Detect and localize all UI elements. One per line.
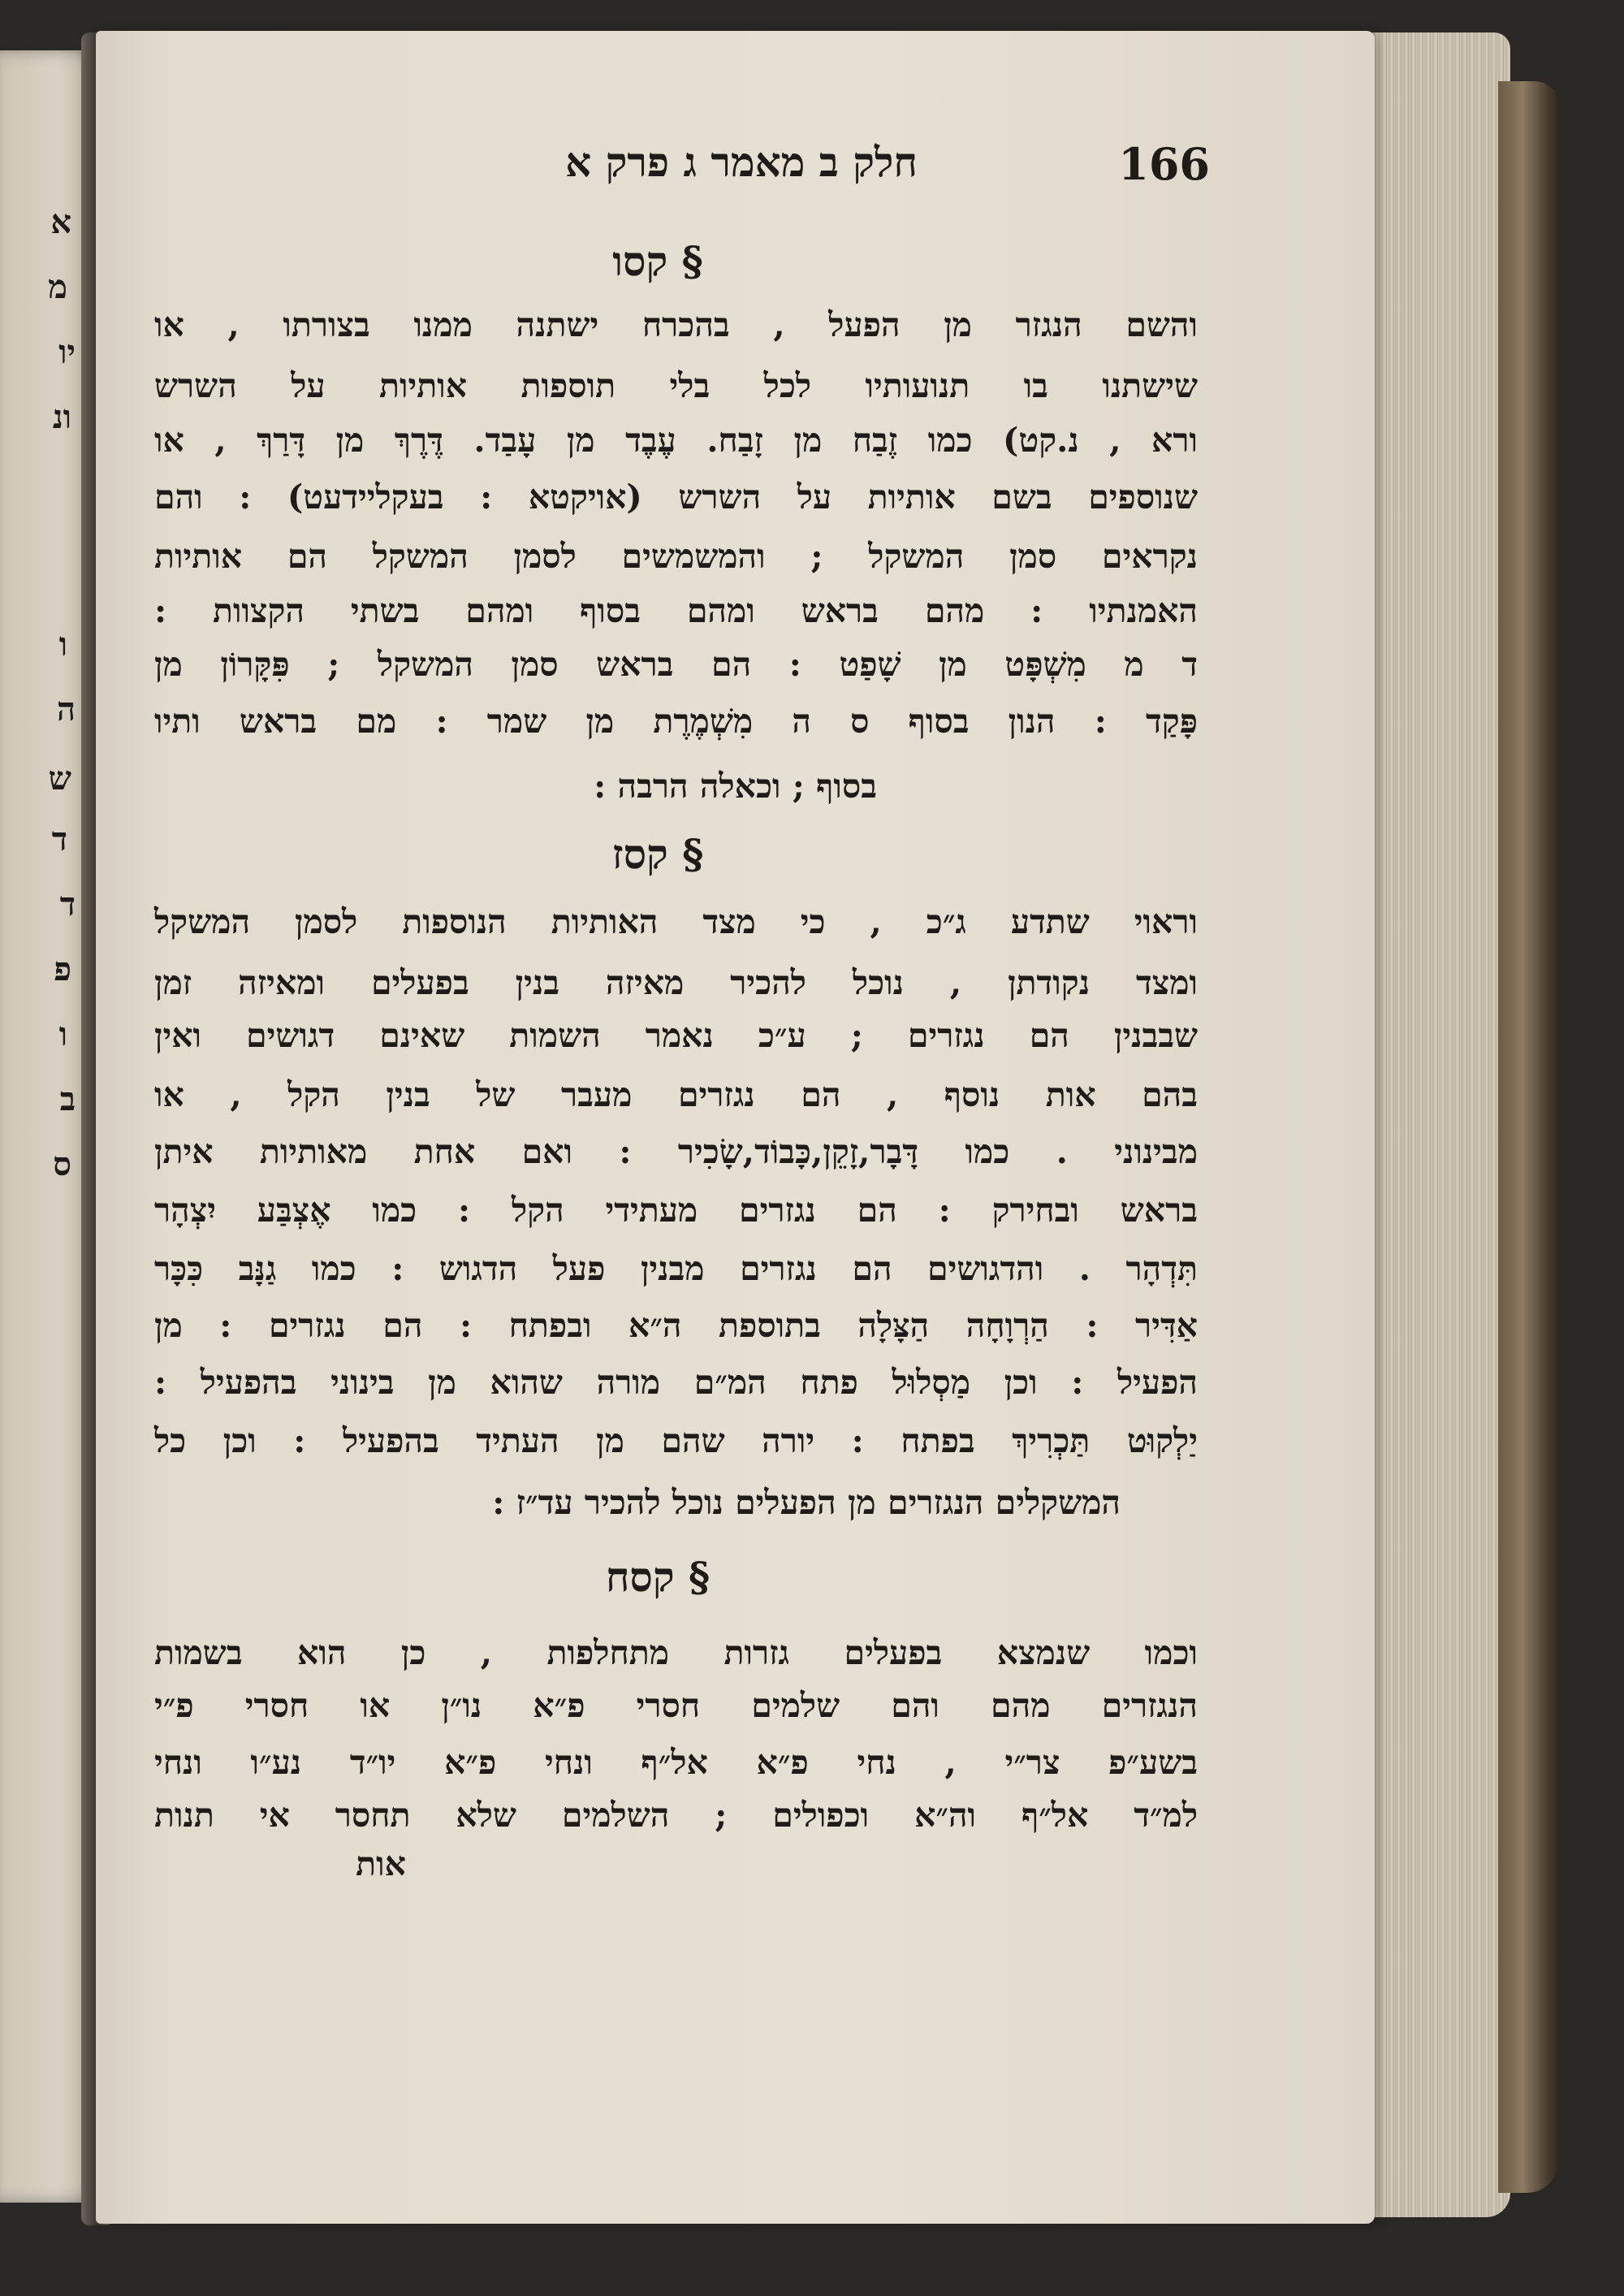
text-line: ד מ מִשְׁפָּט מן שָׁפַט : הם בראש סמן המשקל ; פִּקָּרוֹן מן bbox=[154, 645, 1198, 684]
text-line: בשע״פ צר״י , נחי פ״א אל״ף ונחי פ״א יו״ד נע״ו ונחי bbox=[154, 1743, 1198, 1782]
facing-page-fragment: ו bbox=[58, 1015, 67, 1053]
book-page bbox=[96, 31, 1375, 2224]
section-heading: § קסח bbox=[605, 1553, 710, 1601]
text-line: תִּדְהָר . והדגושים הם נגזרים מבנין פעל הדגוש : כמו גַנָּב כִּכָּר bbox=[154, 1249, 1198, 1288]
text-line: ורא , נ.קט) כמו זֶבַח מן זָבַח. עֶבֶד מן עָבַד. דֶּרֶךְ מן דָּרַךְ , או bbox=[154, 421, 1198, 460]
book-cover-edge bbox=[1498, 81, 1559, 2193]
page-number: 166 bbox=[1118, 138, 1210, 190]
text-line: והשם הנגזר מן הפעל , בהכרח ישתנה ממנו בצורתו , או bbox=[154, 305, 1198, 344]
section-heading: § קסו bbox=[612, 237, 703, 285]
page-fore-edge bbox=[1372, 32, 1510, 2217]
facing-page-fragment: ד bbox=[51, 820, 67, 858]
text-line: הפעיל : וכן מַסְלוּל פתח המ״ם מורה שהוא מן בינוני בהפעיל : bbox=[154, 1363, 1198, 1402]
facing-page-fragment: ב bbox=[59, 1080, 76, 1118]
text-line: שבבנין הם נגזרים ; ע״כ נאמר השמות שאינם דגושים ואין bbox=[154, 1016, 1198, 1055]
facing-page-fragment: יו bbox=[58, 333, 76, 371]
facing-page-fragment: מ bbox=[48, 268, 67, 306]
text-line: האמנתיו : מהם בראש ומהם בסוף ומהם בשתי הקצוות : bbox=[154, 591, 1198, 630]
text-line: נקראים סמן המשקל ; והמשמשים לסמן המשקל הם אותיות bbox=[154, 537, 1198, 576]
text-line: וכמו שנמצא בפעלים גזרות מתחלפות , כן הוא בשמות bbox=[154, 1633, 1198, 1672]
text-line: יַלְקוּט תַּכְרִיךְ בפתח : יורה שהם מן העתיד בהפעיל : וכן כל bbox=[154, 1421, 1198, 1460]
section-heading: § קסז bbox=[611, 830, 704, 878]
facing-page-fragment: ונ bbox=[52, 398, 71, 436]
text-line: בהם אות נוסף , הם נגזרים מעבר של בנין הקל , או bbox=[154, 1075, 1198, 1114]
facing-page-fragment: ה bbox=[56, 690, 76, 729]
text-line: אות bbox=[356, 1844, 406, 1883]
page-header bbox=[179, 138, 1210, 203]
text-line: הנגזרים מהם והם שלמים חסרי פ״א נו״ן או חסרי פ״י bbox=[154, 1686, 1198, 1725]
text-line: המשקלים הנגזרים מן הפעלים נוכל להכיר עד״ז : bbox=[492, 1483, 1121, 1522]
text-line: ומצד נקודתן , נוכל להכיר מאיזה בנין בפעלים ומאיזה זמן bbox=[154, 963, 1198, 1002]
text-line: שנוספים בשם אותיות על השרש (אויקטא : בעקליידעט) : והם bbox=[154, 478, 1198, 517]
facing-page-fragment: פ bbox=[54, 950, 71, 988]
facing-page-fragment: א bbox=[50, 203, 71, 241]
text-line: מבינוני . כמו דָּבָר,זָקֵן,כָּבוֹד,שָׂכִיר : ואם אחת מאותיות איתן bbox=[154, 1132, 1198, 1171]
text-line: וראוי שתדע ג״כ , כי מצד האותיות הנוספות לסמן המשקל bbox=[154, 902, 1198, 941]
facing-page-fragment: ו bbox=[58, 625, 67, 664]
text-line: בראש ובחירק : הם נגזרים מעתידי הקל : כמו אֶצְבַּע יִצְהָר bbox=[154, 1191, 1198, 1230]
text-line: בסוף ; וכאלה הרבה : bbox=[594, 767, 877, 806]
facing-page-fragment: ש bbox=[48, 759, 71, 798]
text-line: אַדִּיר : הַרְוָחָה הַצָּלָה בתוספת ה״א ובפתח : הם נגזרים : מן bbox=[154, 1306, 1198, 1345]
text-line: למ״ד אל״ף וה״א וכפולים ; השלמים שלא תחסר אי תנות bbox=[154, 1796, 1198, 1835]
running-head: חלק ב מאמר ג פרק א bbox=[565, 138, 918, 186]
facing-page-fragment: ס bbox=[53, 1145, 71, 1183]
text-line: שישתנו בו תנועותיו לכל בלי תוספות אותיות על השרש bbox=[154, 366, 1198, 405]
text-line: פָּקַד : הנון בסוף ס ה מִשְׁמֶרֶת מן שמר : מם בראש ותיו bbox=[154, 702, 1198, 741]
facing-page-fragment: ד bbox=[59, 885, 76, 923]
